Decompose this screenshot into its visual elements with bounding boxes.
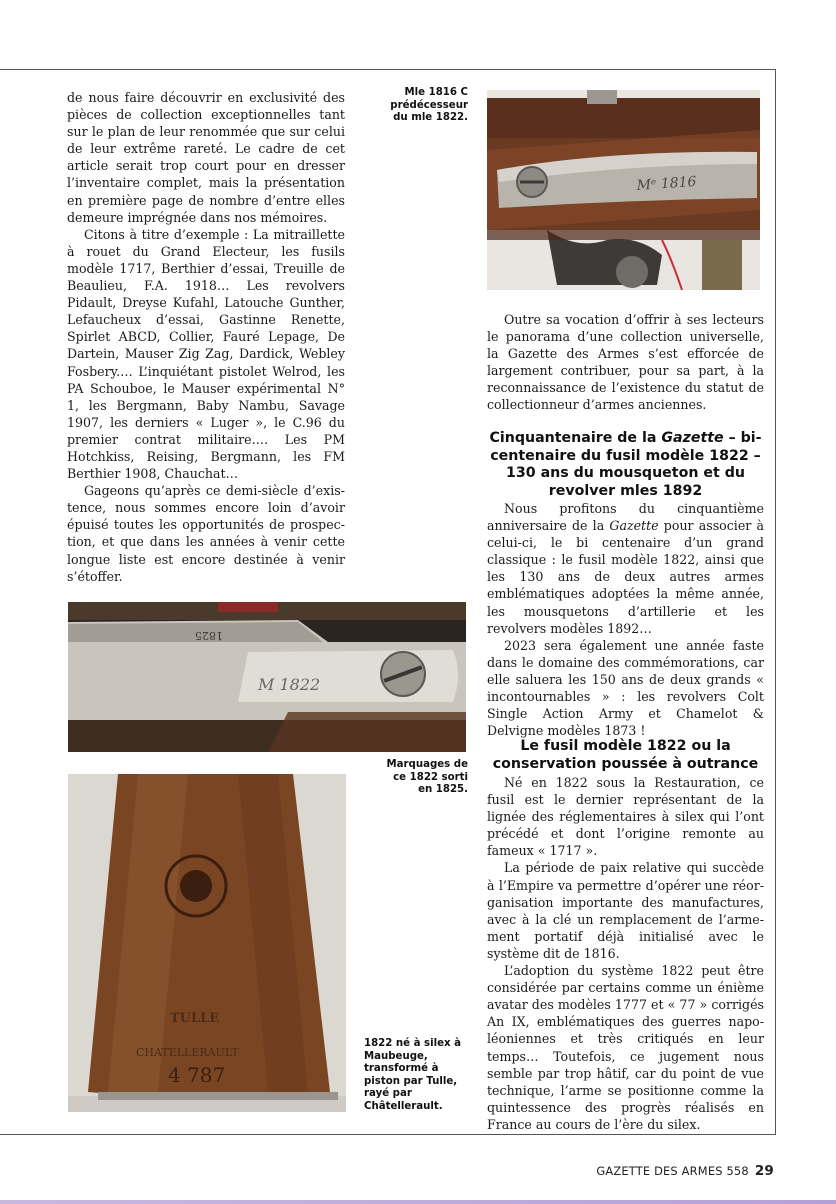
photo2-engraving: M 1822	[258, 675, 321, 694]
bottom-color-bar	[0, 1200, 836, 1204]
section1-text	[487, 500, 764, 739]
section1-p1-post: pour associer à celui-ci, le bi centenaire d’un grand classique : le fusil modèle 1822, ainsi que les 130 ans de deux autres armes emblématiques adoptées la même année, les mousquetons d’artillerie et les revolvers modèles 1892…	[487, 518, 764, 636]
left-column	[67, 89, 345, 585]
section2-paragraph-3: L’adoption du système 1822 peut être considérée par certains comme un énième avatar des modèles 1777 et « 77 » corrigés An IX, emblématiques des guerres napoléoniennes et très critiqués en leur temps… Toutefois, ce jugement nous semble par trop hâtif, car du point de vue technique, l’arme se positionne comme la quintessence des progrès réalisés en France au cours de l’ère du silex.	[487, 963, 764, 1132]
photo3-stamp-tulle: TULLE	[170, 1011, 220, 1026]
photo3-stamp-chatellerault: CHATELLERAULT	[136, 1046, 239, 1059]
right-column-intro	[487, 311, 764, 414]
caption-photo-3: 1822 né à silex à Maubeuge, transformé à piston par Tulle, rayé par Châtellerault.	[364, 1038, 461, 1112]
footer-publication: GAZETTE DES ARMES 558	[596, 1164, 749, 1178]
page-footer	[596, 1163, 774, 1179]
heading1-post: – bi-centenaire du fusil modèle 1822 – 130 ans du mousqueton et du revolver mles 1892	[490, 430, 762, 499]
left-paragraph-2: Citons à titre d’exemple : La mitraillette à rouet du Grand Electeur, les fusils modèle 1717, Berthier d’essai, Treuille de Beaulieu, F.A. 1918… Les revolvers Pidault, Dreyse Kufahl, Latouche Gunther, Lefaucheux d’essai, Gastinne Renette, Spirlet ABCD, Collier, Fauré Lepage, De Dartein, Mauser Zig Zag, Dardick, Webley Fosbery.… L’inquiétant pistolet Welrod, les PA Schouboe, le Mauser expérimental N° 1, les Bergmann, Baby Nambu, Savage 1907, les derniers « Luger », le C.96 du premier contrat militaire.… Les PM Hotchkiss, Reising, Bergmann, les FM Berthier 1908, Chauchat…	[67, 226, 345, 482]
heading1-italic: Gazette	[661, 430, 724, 446]
section1-p1-italic: Gazette	[609, 518, 659, 534]
heading1-pre: Cinquantenaire de la	[489, 430, 662, 446]
section2-paragraph-2: La période de paix relative qui succède à l’Empire va permettre d’opérer une réorganisation importante des manufactures, avec à la clé un remplacement de l’armement portatif déjà initialisé avec le système dit de 1816.	[487, 860, 764, 961]
caption-photo-2: Marquages de ce 1822 sorti en 1825.	[386, 759, 468, 796]
left-paragraph-1: de nous faire découvrir en exclusivité des pièces de collection exceptionnelles tant sur le plan de leur renommée que sur celui de leur extrême rareté. Le cadre de cet article serait trop court pour en dresser l’inventaire complet, mais la présentation en première page de nombre d’entre elles demeure imprégnée dans nos mémoires.	[67, 90, 345, 225]
section1-p1-pre: Nous profitons du cinquantième anniversaire de la	[487, 501, 764, 534]
section2-text	[487, 774, 764, 1133]
photo3-serial: 4 787	[168, 1063, 226, 1087]
photo-1822-markings	[68, 602, 466, 752]
section-heading-cinquantenaire	[487, 430, 764, 500]
photo-mle-1816-lock	[487, 90, 760, 290]
section-heading-fusil-1822: Le fusil modèle 1822 ou la conservation poussée à outrance	[492, 738, 759, 772]
intro-paragraph: Outre sa vocation d’offrir à ses lecteurs le panorama d’une collection universelle, la Gazette des Armes s’est efforcée de largement contribuer, pour sa part, à la reconnaissance de l’existence du statut de collectionneur d’armes anciennes.	[487, 312, 764, 413]
left-paragraph-3: Gageons qu’après ce demi-siècle d’existence, nous sommes encore loin d’avoir épuisé toutes les opportunités de prospection, et que dans les années à venir cette longue liste est encore destinée à venir s’étoffer.	[67, 483, 345, 584]
photo2-date: 1825	[195, 629, 223, 642]
photo1-engraving: Mᵉ 1816	[636, 173, 697, 194]
section1-paragraph-2: 2023 sera également une année faste dans le domaine des commémorations, car elle saluera les 150 ans de deux grands « incontournables » : les revolvers Colt Single Action Army et Chamelot & Delvigne modèles 1873 !	[487, 637, 764, 739]
photo-1822-stock	[68, 774, 346, 1112]
section1-paragraph-1	[487, 500, 764, 637]
page-number: 29	[754, 1163, 774, 1179]
section2-paragraph-1: Né en 1822 sous la Restauration, ce fusil est le dernier représentant de la lignée des réglementaires à silex qui l’ont précédé et dont l’origine remonte au fameux « 1717 ».	[487, 775, 764, 859]
caption-photo-1: Mle 1816 C prédécesseur du mle 1822.	[390, 87, 468, 124]
